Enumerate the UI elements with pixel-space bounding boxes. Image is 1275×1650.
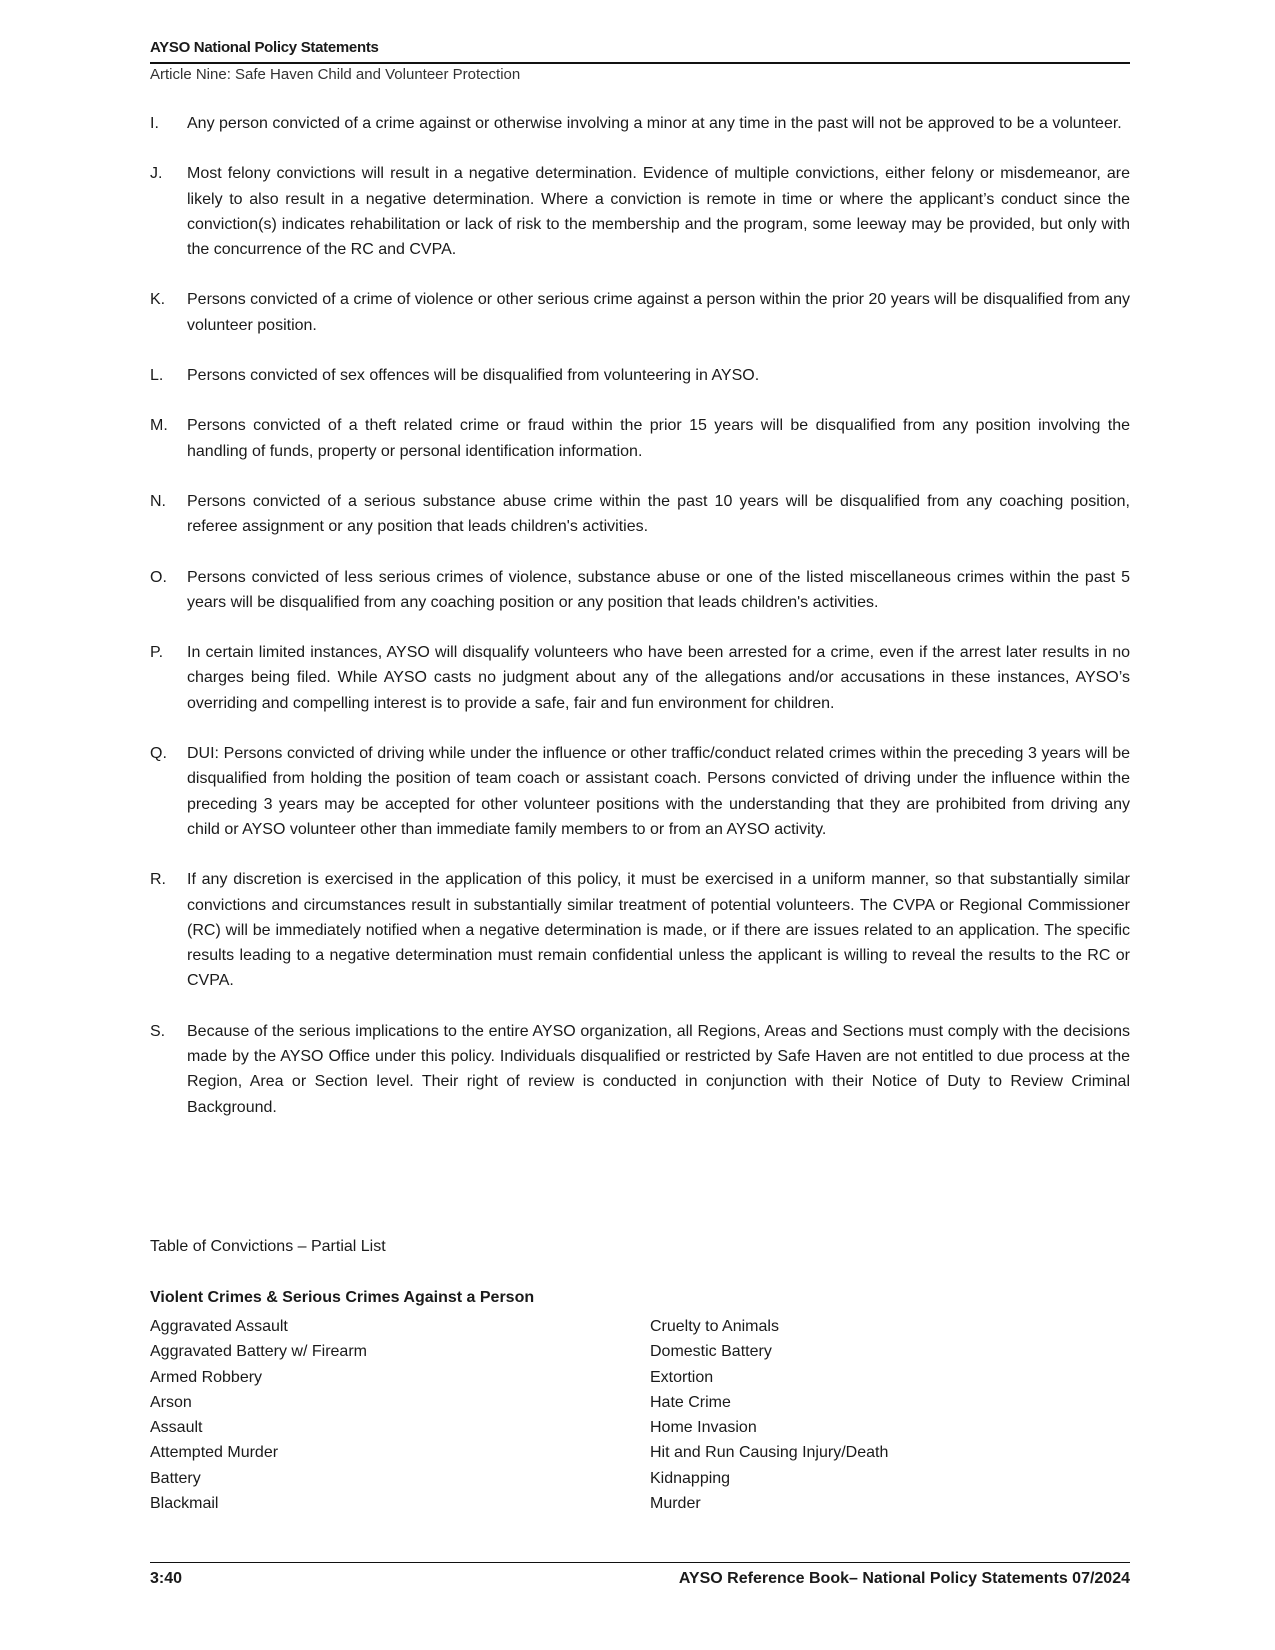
- item-label: L.: [150, 367, 164, 385]
- conviction-entry: Extortion: [650, 1368, 714, 1386]
- item-text: Persons convicted of less serious crimes of violence, substance abuse or one of the listed miscellaneous crimes within the past 5 years will be disqualified from any coaching position or any position that leads children's activities.: [187, 568, 1130, 611]
- conviction-entry: Hit and Run Causing Injury/Death: [650, 1444, 889, 1462]
- item-label: Q.: [150, 745, 167, 763]
- conviction-entry: Aggravated Assault: [150, 1318, 288, 1335]
- conviction-entry: Home Invasion: [650, 1419, 757, 1437]
- footer-divider: [150, 1562, 1130, 1563]
- item-label: J.: [150, 165, 163, 183]
- header-divider: [150, 62, 1130, 64]
- convictions-section-title: Violent Crimes & Serious Crimes Against a Person: [150, 1289, 535, 1306]
- footer-page-number: 3:40: [150, 1570, 183, 1587]
- item-text: Any person convicted of a crime against or otherwise involving a minor at any time in the past will not be approved to be a volunteer.: [187, 115, 1122, 132]
- conviction-entry: Attempted Murder: [150, 1444, 279, 1462]
- conviction-entry: Hate Crime: [650, 1393, 731, 1411]
- conviction-entry: Arson: [150, 1393, 192, 1411]
- conviction-entry: Domestic Battery: [650, 1343, 772, 1361]
- policy-item: [150, 489, 1130, 540]
- conviction-entry: Armed Robbery: [150, 1368, 263, 1386]
- item-text: Most felony convictions will result in a negative determination. Evidence of multiple convictions, either felony or misdemeanor, are likely to also result in a negative determination. Where a conviction is remote in time or where the applicant’s conduct since the conviction(s) indicates rehabilitation or lack of risk to the membership and the program, some leeway may be provided, but only with the concurrence of the RC and CVPA.: [187, 165, 1130, 259]
- policy-item: [150, 867, 1130, 993]
- conviction-entry: Blackmail: [150, 1495, 219, 1513]
- conviction-entry: Aggravated Battery w/ Firearm: [150, 1343, 367, 1361]
- item-label: O.: [150, 568, 167, 586]
- item-text: Persons convicted of a serious substance abuse crime within the past 10 years will be disqualified from any coaching position, referee assignment or any position that leads children's activities.: [187, 492, 1130, 536]
- item-text: Persons convicted of a crime of violence or other serious crime against a person within the prior 20 years will be disqualified from any volunteer position.: [187, 291, 1130, 334]
- conviction-entry: Murder: [650, 1495, 701, 1513]
- policy-item: [150, 161, 1130, 262]
- policy-item: [150, 363, 1130, 388]
- item-label: S.: [150, 1022, 166, 1040]
- item-label: I.: [150, 115, 159, 132]
- item-text: DUI: Persons convicted of driving while under the influence or other traffic/conduct related crimes within the preceding 3 years will be disqualified from holding the position of team coach or assistant coach. Persons convicted of driving under the influence within the preceding 3 years may be accepted for other volunteer positions with the understanding that they are prohibited from driving any child or AYSO volunteer other than immediate family members to or from an AYSO activity.: [187, 745, 1130, 838]
- policy-items-list: [150, 111, 1130, 1145]
- item-text: Because of the serious implications to the entire AYSO organization, all Regions, Areas and Sections must comply with the decisions made by the AYSO Office under this policy. Individuals disqualified or restricted by Safe Haven are not entitled to due process at the Region, Area or Section level. Their right of review is conducted in conjunction with their Notice of Duty to Review Criminal Background.: [187, 1022, 1130, 1116]
- policy-item: [150, 111, 1130, 136]
- item-label: N.: [150, 492, 166, 510]
- conviction-entry: Kidnapping: [650, 1469, 731, 1487]
- policy-item: [150, 1019, 1130, 1120]
- item-label: R.: [150, 871, 166, 889]
- item-label: K.: [150, 291, 166, 309]
- policy-item: [150, 741, 1130, 842]
- header-title: AYSO National Policy Statements: [150, 39, 379, 56]
- item-label: P.: [150, 644, 164, 662]
- item-text: In certain limited instances, AYSO will disqualify volunteers who have been arrested for a crime, even if the arrest later results in no charges being filed. While AYSO casts no judgment about any of the allegations and/or accusations in these instances, AYSO’s overriding and compelling interest is to provide a safe, fair and fun environment for children.: [187, 644, 1130, 712]
- convictions-right-column: [650, 1314, 888, 1516]
- item-text: If any discretion is exercised in the application of this policy, it must be exercised in a uniform manner, so that substantially similar convictions and circumstances result in substantially similar treatment of potential volunteers. The CVPA or Regional Commissioner (RC) will be immediately notified when a negative determination is made, or if there are issues related to an application. The specific results leading to a negative determination must remain confidential unless the applicant is willing to reveal the results to the RC or CVPA.: [187, 871, 1130, 990]
- conviction-entry: Cruelty to Animals: [650, 1318, 779, 1335]
- item-text: Persons convicted of sex offences will be disqualified from volunteering in AYSO.: [187, 367, 760, 385]
- policy-item: [150, 640, 1130, 716]
- item-text: Persons convicted of a theft related crime or fraud within the prior 15 years will be disqualified from any position involving the handling of funds, property or personal identification information.: [187, 417, 1130, 460]
- footer-title: AYSO Reference Book– National Policy Statements 07/2024: [678, 1570, 1130, 1587]
- conviction-entry: Assault: [150, 1419, 203, 1437]
- policy-item: [150, 565, 1130, 616]
- conviction-entry: Battery: [150, 1469, 201, 1487]
- header-subtitle: Article Nine: Safe Haven Child and Volunteer Protection: [150, 66, 521, 83]
- item-label: M.: [150, 417, 168, 435]
- convictions-table-title: Table of Convictions – Partial List: [150, 1238, 386, 1255]
- policy-item: [150, 287, 1130, 338]
- convictions-left-column: [150, 1314, 367, 1516]
- policy-item: [150, 413, 1130, 464]
